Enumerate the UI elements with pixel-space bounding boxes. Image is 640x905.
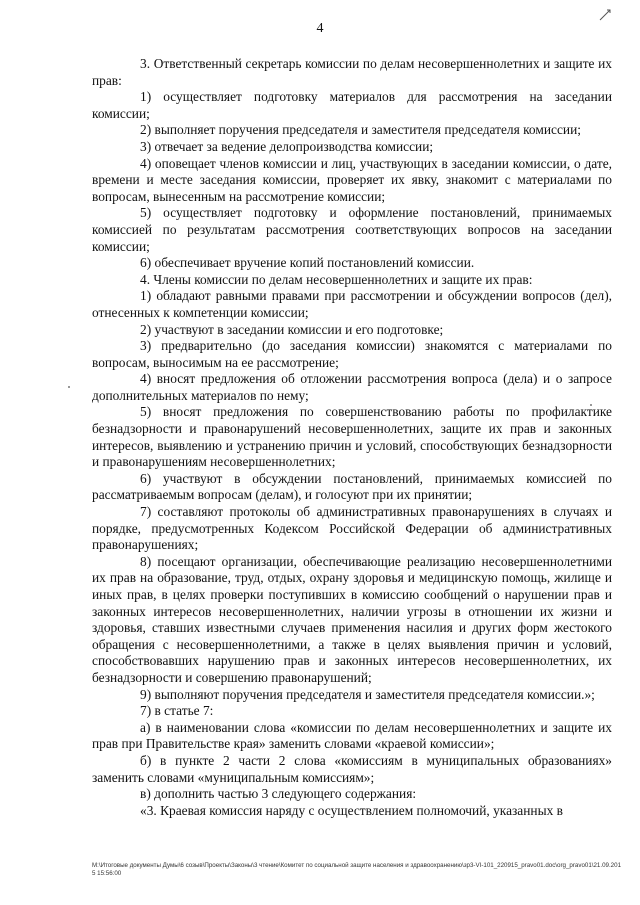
paragraph: 7) в статье 7: [140,703,214,719]
paragraph: 4. Члены комиссии по делам несовершеннолетних и защите их прав: [140,271,533,287]
paragraph: 2) выполняет поручения председателя и заместителя председателя комиссии; [140,122,581,138]
paragraph: «3. Краевая комиссия наряду с осуществлением полномочий, указанных в [140,802,563,818]
paragraph: в) дополнить частью 3 следующего содержания: [140,786,417,802]
paragraph: а) в наименовании слова «комиссии по делам несовершеннолетних и защите их прав при Правительстве края» заменить словами «краевой комиссии»; [92,719,612,752]
paragraph: 1) обладают равными правами при рассмотрении и обсуждении вопросов (дел), отнесенных к компетенции комиссии; [92,288,612,320]
paragraph: 6) участвуют в обсуждении постановлений, принимаемых комиссией по рассматриваемым вопросам (делам), и голосуют при их принятии; [92,470,612,503]
paragraph: 5) осуществляет подготовку и оформление постановлений, принимаемых комиссией по результатам рассмотрения соответствующих вопросов на заседании комиссии; [92,205,612,254]
paragraph: 3. Ответственный секретарь комиссии по делам несовершеннолетних и защите их прав: [92,56,612,88]
paragraph: 6) обеспечивает вручение копий постановлений комиссии. [140,255,475,271]
document-body [92,56,612,819]
scan-speck [68,386,70,388]
paragraph: б) в пункте 2 части 2 слова «комиссиям в муниципальных образованиях» заменить словами «муниципальным комиссиям»; [92,752,612,785]
paragraph: 4) вносят предложения об отложении рассмотрения вопроса (дела) и о запросе дополнительных материалов по нему; [92,371,612,403]
file-path-footer: M:\Итоговые документы Думы\6 созыв\Проекты\Законы\3 чтение\Комитет по социальной защите населения и здравоохранению\зр3-VI-101_220915_pravo01.doc\org_pravo01\21.09.2015 15:56:00 [92,862,622,877]
paragraph: 3) предварительно (до заседания комиссии) знакомятся с материалами по вопросам, выносимым на ее рассмотрение; [92,338,612,370]
corner-mark [598,8,612,22]
paragraph: 5) вносят предложения по совершенствованию работы по профилактике безнадзорности и правонарушений несовершеннолетних, защите их прав и законных интересов, выявлению и устранению причин и условий, способствующих безнадзорности и правонарушениям несовершеннолетних; [92,404,612,470]
paragraph: 9) выполняют поручения председателя и заместителя председателя комиссии.»; [140,686,595,702]
page-number: 4 [316,21,324,36]
paragraph: 3) отвечает за ведение делопроизводства комиссии; [140,138,434,154]
paragraph: 7) составляют протоколы об административных правонарушениях в случаях и порядке, предусмотренных Кодексом Российской Федерации об административных правонарушениях; [92,504,612,553]
paragraph: 1) осуществляет подготовку материалов для рассмотрения на заседании комиссии; [92,89,612,121]
paragraph: 4) оповещает членов комиссии и лиц, участвующих в заседании комиссии, о дате, времени и месте заседания комиссии, проверяет их явку, знакомит с материалами по вопросам, вынесенным на рассмотрение комиссии; [92,155,612,204]
paragraph: 2) участвуют в заседании комиссии и его подготовке; [140,321,444,337]
paragraph: 8) посещают организации, обеспечивающие реализацию несовершеннолетними их прав на образование, труд, отдых, охрану здоровья и медицинскую помощь, жилище и иных прав, в целях проверки поступивших в комиссию сообщений о нарушении прав и законных интересов несовершеннолетних, наличии угрозы в отношении их жизни и здоровья, ставших известными случаев применения насилия и других форм жестокого обращения с несовершеннолетними, а также в целях выявления причин и условий, способствовавших нарушению прав и законных интересов несовершеннолетних, их безнадзорности и совершению правонарушений; [92,553,612,685]
